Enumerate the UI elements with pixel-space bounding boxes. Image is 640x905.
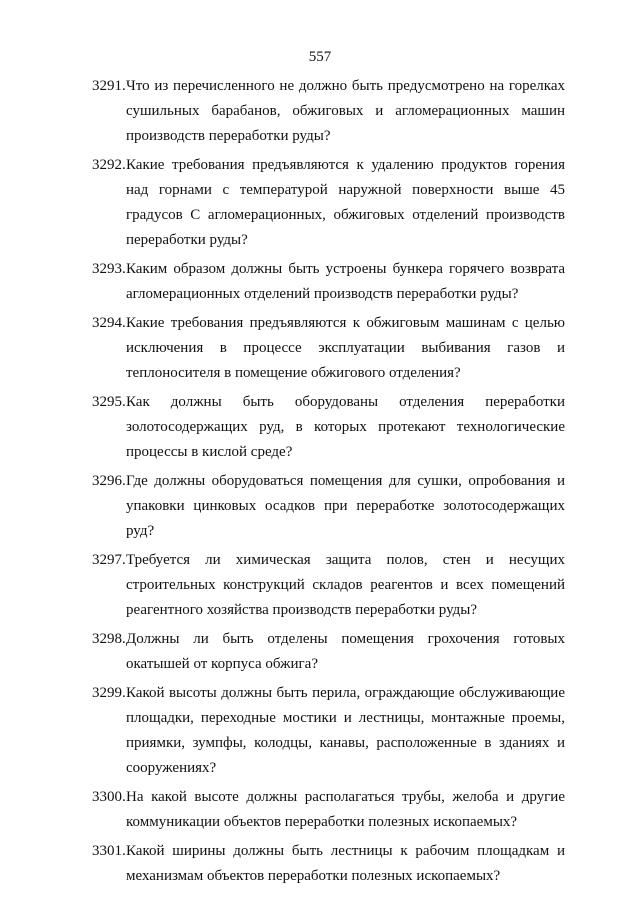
question-text: Как должны быть оборудованы отделения переработки золотосодержащих руд, в которых протекают технологические процессы в кислой среде? — [126, 394, 565, 460]
question-text: Где должны оборудоваться помещения для сушки, опробования и упаковки цинковых осадков при переработке золотосодержащих руд? — [126, 473, 565, 539]
page-number: 557 — [308, 49, 332, 65]
question-number: 3295. — [92, 394, 126, 410]
question-item — [92, 548, 565, 623]
question-text: Какой ширины должны быть лестницы к рабочим площадкам и механизмам объектов переработки полезных ископаемых? — [126, 843, 565, 884]
question-item — [92, 311, 565, 386]
question-number: 3298. — [92, 631, 126, 647]
question-number: 3299. — [92, 685, 126, 701]
question-item — [92, 681, 565, 781]
question-text: Каким образом должны быть устроены бункера горячего возврата агломерационных отделений производств переработки руды? — [126, 261, 565, 302]
question-item — [92, 839, 565, 889]
question-text: Требуется ли химическая защита полов, стен и несущих строительных конструкций складов реагентов и всех помещений реагентного хозяйства производств переработки руды? — [126, 552, 565, 618]
question-number: 3294. — [92, 315, 126, 331]
question-list — [92, 74, 565, 893]
question-number: 3301. — [92, 843, 126, 859]
question-item — [92, 257, 565, 307]
question-number: 3300. — [92, 789, 126, 805]
question-item — [92, 785, 565, 835]
question-item — [92, 627, 565, 677]
question-item — [92, 390, 565, 465]
question-number: 3293. — [92, 261, 126, 277]
question-item — [92, 74, 565, 149]
question-number: 3296. — [92, 473, 126, 489]
question-text: Какие требования предъявляются к обжиговым машинам с целью исключения в процессе эксплуатации выбивания газов и теплоносителя в помещение обжигового отделения? — [126, 315, 565, 381]
question-text: Какие требования предъявляются к удалению продуктов горения над горнами с температурой наружной поверхности выше 45 градусов С агломерационных, обжиговых отделений производств переработки руды? — [126, 157, 565, 248]
question-number: 3292. — [92, 157, 126, 173]
question-text: Должны ли быть отделены помещения грохочения готовых окатышей от корпуса обжига? — [126, 631, 565, 672]
question-number: 3297. — [92, 552, 126, 568]
question-text: Какой высоты должны быть перила, ограждающие обслуживающие площадки, переходные мостики и лестницы, монтажные проемы, приямки, зумпфы, колодцы, канавы, расположенные в зданиях и сооружениях? — [126, 685, 565, 776]
question-item — [92, 469, 565, 544]
question-text: Что из перечисленного не должно быть предусмотрено на горелках сушильных барабанов, обжиговых и агломерационных машин производств переработки руды? — [126, 78, 565, 144]
question-text: На какой высоте должны располагаться трубы, желоба и другие коммуникации объектов переработки полезных ископаемых? — [126, 789, 565, 830]
question-item — [92, 153, 565, 253]
question-number: 3291. — [92, 78, 126, 94]
